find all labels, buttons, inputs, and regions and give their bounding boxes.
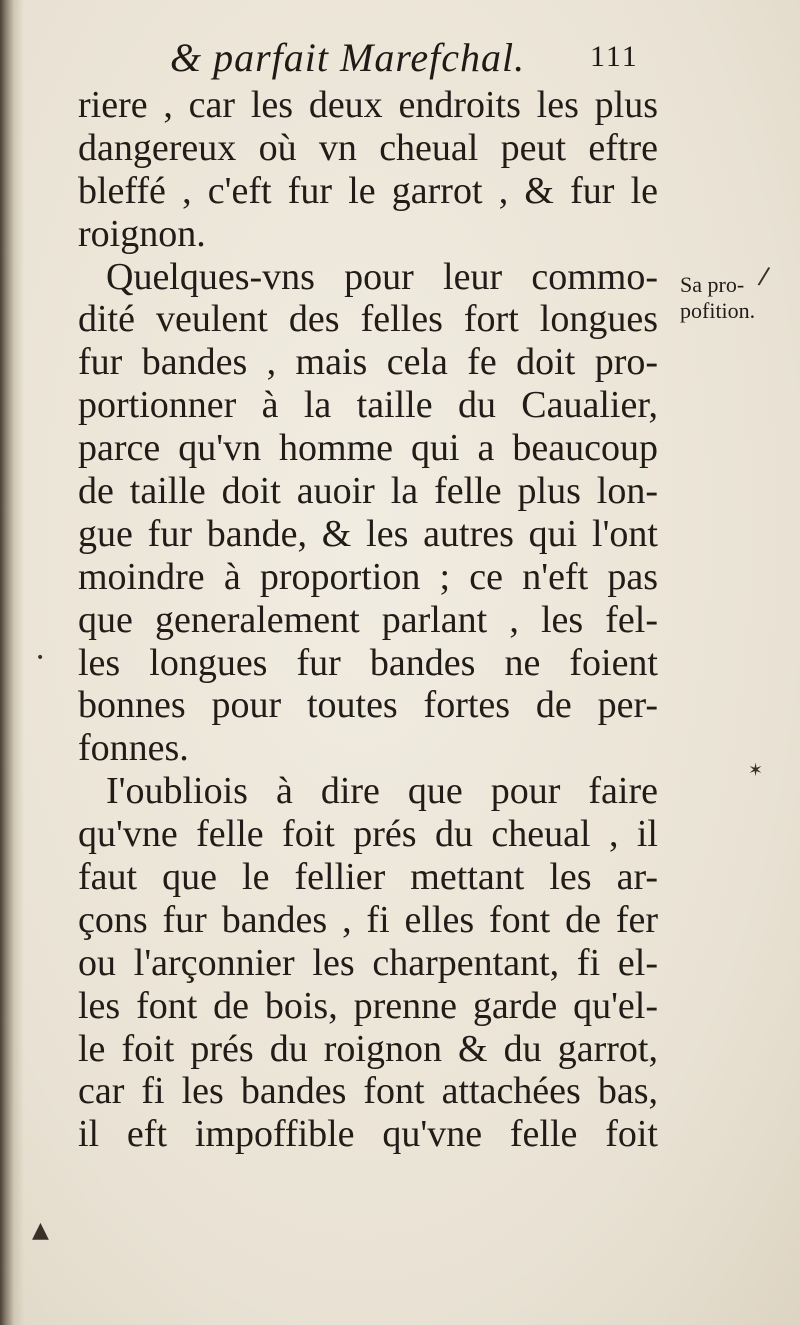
text-line: ou l'arçonnier les charpentant, fi el-	[78, 941, 658, 984]
text-line: dité veulent des felles fort longues	[78, 298, 658, 341]
text-line: bonnes pour toutes fortes de per-	[78, 684, 658, 727]
text-line: dangereux où vn cheual peut eftre	[78, 126, 658, 169]
ink-star-mark: ✶	[748, 760, 764, 781]
text-line: gue fur bande, & les autres qui l'ont	[78, 512, 658, 555]
text-line: car fi les bandes font attachées bas,	[78, 1070, 658, 1113]
text-line: le foit prés du roignon & du garrot,	[78, 1027, 658, 1070]
text-line: les longues fur bandes ne foient	[78, 641, 658, 684]
text-line: faut que le fellier mettant les ar-	[78, 856, 658, 899]
text-line: moindre à proportion ; ce n'eft pas	[78, 555, 658, 598]
ink-slash-mark: /	[756, 261, 772, 291]
text-line: parce qu'vn homme qui a beaucoup	[78, 427, 658, 470]
margin-note-line: Sa pro-	[680, 272, 745, 297]
text-line: les font de bois, prenne garde qu'el-	[78, 984, 658, 1027]
body-text	[78, 84, 658, 1156]
text-line: riere , car les deux endroits les plus	[78, 84, 658, 126]
text-line: il eft impoffible qu'vne felle foit	[78, 1113, 658, 1156]
binding-shadow	[0, 0, 24, 1325]
page-number: 111	[590, 40, 639, 73]
text-line: fur bandes , mais cela fe doit pro-	[78, 341, 658, 384]
text-line: I'oubliois à dire que pour faire	[106, 770, 658, 813]
running-title: & parfait Marefchal.	[170, 35, 526, 80]
text-line: que generalement parlant , les fel-	[78, 598, 658, 641]
text-line: portionner à la taille du Caualier,	[78, 384, 658, 427]
text-line: bleffé , c'eft fur le garrot , & fur le	[78, 169, 658, 212]
margin-note	[680, 272, 790, 324]
text-line: Quelques-vns pour leur commo-	[106, 255, 658, 298]
text-line: de taille doit auoir la felle plus lon-	[78, 470, 658, 513]
ink-dot-mark: •	[36, 650, 45, 666]
text-line: çons fur bandes , fi elles font de fer	[78, 898, 658, 941]
margin-note-line: pofition.	[680, 298, 756, 323]
text-line: qu'vne felle foit prés du cheual , il	[78, 813, 658, 856]
ink-blot-mark: ▲	[32, 1218, 49, 1243]
text-line: roignon.	[78, 212, 206, 255]
text-line: fonnes.	[78, 727, 189, 770]
